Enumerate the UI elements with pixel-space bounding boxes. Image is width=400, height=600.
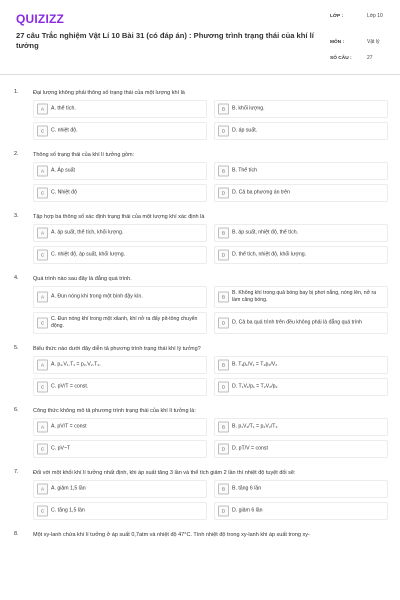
- option-a[interactable]: [33, 356, 207, 374]
- option-letter: A: [37, 228, 48, 239]
- option-text: D. áp suất.: [232, 127, 258, 134]
- question-text: Đối với một khối khí lí tưởng nhất định, khi áp suất tăng 3 lần và thể tích giảm 2 lần thì nhiệt độ tuyệt đối sẽ:: [33, 470, 296, 476]
- option-letter: A: [37, 360, 48, 371]
- question-text: Một xy-lanh chứa khí lí tưởng ở áp suất 0,7atm và nhiệt độ 47°C. Tính nhiệt độ trong xy-lanh khi áp suất trong xy-: [33, 532, 310, 538]
- question-text: Đại lượng không phải thông số trạng thái của một lượng khí là: [33, 90, 185, 96]
- worksheet-title: 27 câu Trắc nghiệm Vật Lí 10 Bài 31 (có đáp án) : Phương trình trạng thái của khí lí tưởng: [16, 31, 314, 50]
- option-text: B. T₁p₁/V₁ = T₂p₂/V₂: [232, 361, 278, 368]
- meta-count-value: 27: [367, 55, 373, 61]
- options-row: [33, 162, 388, 180]
- option-text: B. khối lượng.: [232, 105, 265, 112]
- option-c[interactable]: [33, 184, 207, 202]
- option-text: C. pV~T: [51, 445, 71, 452]
- option-letter: B: [218, 166, 229, 177]
- option-d[interactable]: [214, 122, 388, 140]
- question-number: 6.: [14, 407, 19, 413]
- option-letter: C: [37, 188, 48, 199]
- meta-class-value: Lớp 10: [367, 13, 383, 19]
- option-text: A. pV/T = const: [51, 423, 87, 430]
- options-grid: [33, 418, 388, 458]
- option-text: D. pT/V = const: [232, 445, 268, 452]
- option-letter: A: [37, 292, 48, 303]
- option-letter: B: [218, 422, 229, 433]
- option-c[interactable]: [33, 502, 207, 520]
- options-row: [33, 184, 388, 202]
- option-letter: A: [37, 422, 48, 433]
- question-5: [0, 342, 400, 396]
- options-grid: [33, 480, 388, 520]
- options-row: [33, 246, 388, 264]
- option-c[interactable]: [33, 440, 207, 458]
- question-7: [0, 466, 400, 520]
- option-letter: A: [37, 484, 48, 495]
- option-letter: D: [218, 250, 229, 261]
- option-text: A. giảm 1,5 lần: [51, 485, 86, 492]
- option-b[interactable]: [214, 356, 388, 374]
- question-list: [0, 86, 400, 548]
- option-d[interactable]: [214, 440, 388, 458]
- option-text: B. áp suất, nhiệt độ, thể tích.: [232, 229, 299, 236]
- meta-class-key: LỚP :: [330, 14, 344, 19]
- question-row: [0, 466, 400, 480]
- option-d[interactable]: [214, 184, 388, 202]
- question-row: [0, 528, 400, 540]
- option-letter: B: [218, 104, 229, 115]
- header-divider: [0, 74, 400, 75]
- options-row: [33, 286, 388, 308]
- option-text: B. Không khí trong quả bóng bay bị phơi nắng, nóng lên, nở ra làm căng bóng.: [232, 290, 377, 303]
- question-number: 5.: [14, 345, 19, 351]
- option-letter: D: [218, 506, 229, 517]
- option-letter: B: [218, 292, 229, 303]
- option-letter: C: [37, 506, 48, 517]
- question-row: [0, 86, 400, 100]
- question-row: [0, 272, 400, 286]
- option-text: B. tăng 6 lần: [232, 485, 262, 492]
- options-grid: [33, 100, 388, 140]
- question-row: [0, 148, 400, 162]
- option-letter: D: [218, 318, 229, 329]
- option-b[interactable]: [214, 224, 388, 242]
- options-row: [33, 312, 388, 334]
- option-b[interactable]: [214, 100, 388, 118]
- options-row: [33, 440, 388, 458]
- options-row: [33, 502, 388, 520]
- option-c[interactable]: [33, 122, 207, 140]
- option-letter: B: [218, 484, 229, 495]
- option-d[interactable]: [214, 312, 388, 334]
- question-number: 3.: [14, 213, 19, 219]
- option-d[interactable]: [214, 246, 388, 264]
- option-letter: C: [37, 126, 48, 137]
- option-letter: C: [37, 318, 48, 329]
- option-letter: D: [218, 188, 229, 199]
- options-row: [33, 480, 388, 498]
- options-grid: [33, 286, 388, 334]
- option-text: A. Đun nóng khí trong một bình đậy kín.: [51, 293, 143, 300]
- question-number: 4.: [14, 275, 19, 281]
- options-grid: [33, 162, 388, 202]
- option-letter: B: [218, 360, 229, 371]
- option-text: B. p₁V₁/T₁ = p₂V₂/T₂: [232, 423, 278, 430]
- question-8: [0, 528, 400, 540]
- question-6: [0, 404, 400, 458]
- options-row: [33, 122, 388, 140]
- options-row: [33, 418, 388, 436]
- option-a[interactable]: [33, 418, 207, 436]
- quizizz-logo: QUIZIZZ: [16, 12, 65, 26]
- worksheet-header: [0, 0, 400, 72]
- question-number: 8.: [14, 531, 19, 537]
- question-text: Thông số trạng thái của khí lí tưởng gồm:: [33, 152, 135, 158]
- option-text: C. Nhiệt độ: [51, 189, 77, 196]
- question-row: [0, 342, 400, 356]
- option-a[interactable]: [33, 286, 207, 308]
- option-text: D. giảm 6 lần: [232, 507, 263, 514]
- option-letter: C: [37, 382, 48, 393]
- meta-subject-key: MÔN :: [330, 40, 345, 45]
- option-b[interactable]: [214, 480, 388, 498]
- option-a[interactable]: [33, 480, 207, 498]
- option-b[interactable]: [214, 286, 388, 308]
- option-text: C. Đun nóng khí trong một xilanh, khí nở ra đẩy pít-tông chuyển động.: [51, 316, 198, 329]
- option-text: C. nhiệt độ.: [51, 127, 78, 134]
- option-text: C. pV/T = const.: [51, 383, 89, 390]
- option-letter: D: [218, 444, 229, 455]
- option-letter: A: [37, 166, 48, 177]
- option-c[interactable]: [33, 246, 207, 264]
- option-a[interactable]: [33, 224, 207, 242]
- option-a[interactable]: [33, 162, 207, 180]
- option-letter: A: [37, 104, 48, 115]
- option-letter: C: [37, 444, 48, 455]
- options-row: [33, 100, 388, 118]
- question-row: [0, 404, 400, 418]
- option-text: A. thể tích.: [51, 105, 76, 112]
- options-row: [33, 224, 388, 242]
- question-number: 1.: [14, 89, 19, 95]
- question-4: [0, 272, 400, 334]
- meta-count-row: [330, 56, 390, 72]
- option-c[interactable]: [33, 312, 207, 334]
- option-d[interactable]: [214, 378, 388, 396]
- options-row: [33, 356, 388, 374]
- option-text: C. tăng 1,5 lần: [51, 507, 85, 514]
- meta-subject-value: Vật lý: [367, 39, 380, 45]
- option-letter: B: [218, 228, 229, 239]
- option-letter: C: [37, 250, 48, 261]
- option-text: A. Áp suất: [51, 167, 75, 174]
- option-b[interactable]: [214, 418, 388, 436]
- question-3: [0, 210, 400, 264]
- question-text: Biểu thức nào dưới đây diễn tả phương trình trạng thái khí lý tưởng?: [33, 346, 201, 352]
- option-a[interactable]: [33, 100, 207, 118]
- question-text: Công thức không mô tả phương trình trạng thái của khí lí tưởng là:: [33, 408, 196, 414]
- option-letter: D: [218, 382, 229, 393]
- question-1: [0, 86, 400, 140]
- options-grid: [33, 356, 388, 396]
- question-row: [0, 210, 400, 224]
- worksheet-meta: [330, 14, 390, 72]
- options-grid: [33, 224, 388, 264]
- option-text: D. Cả ba quá trình trên đều không phải là đẳng quá trình: [232, 319, 363, 326]
- option-c[interactable]: [33, 378, 207, 396]
- meta-subject-row: [330, 40, 390, 56]
- question-number: 7.: [14, 469, 19, 475]
- option-text: A. p₁.V₁.T₁ = p₂.V₂.T₂.: [51, 361, 101, 368]
- option-letter: D: [218, 126, 229, 137]
- option-text: D. Cả ba phương án trên: [232, 189, 290, 196]
- option-text: C. nhiệt độ, áp suất, khối lượng.: [51, 251, 126, 258]
- option-text: D. T₁V₁/p₁ = T₂V₂/p₂: [232, 383, 278, 390]
- options-row: [33, 378, 388, 396]
- option-text: D. thể tích, nhiệt độ, khối lượng.: [232, 251, 307, 258]
- option-text: A. áp suất, thể tích, khối lượng.: [51, 229, 124, 236]
- question-text: Quá trình nào sau đây là đẳng quá trình.: [33, 276, 132, 282]
- question-text: Tập hợp ba thông số xác định trạng thái của một lượng khí xác định là: [33, 214, 205, 220]
- meta-class-row: [330, 14, 390, 40]
- question-number: 2.: [14, 151, 19, 157]
- meta-count-key: SỐ CÂU :: [330, 56, 352, 61]
- question-2: [0, 148, 400, 202]
- option-b[interactable]: [214, 162, 388, 180]
- option-text: B. Thể tích: [232, 167, 257, 174]
- option-d[interactable]: [214, 502, 388, 520]
